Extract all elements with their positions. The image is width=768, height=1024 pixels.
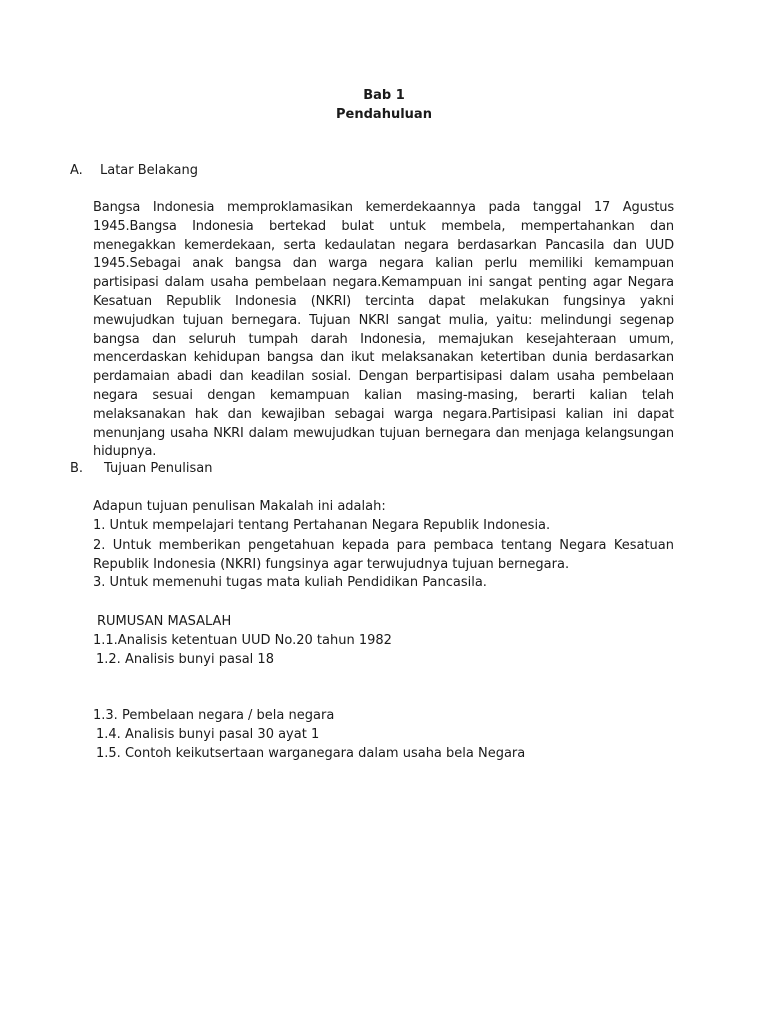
- section-a-title: Latar Belakang: [100, 163, 199, 178]
- rumusan-item-4: 1.4. Analisis bunyi pasal 30 ayat 1: [96, 727, 320, 742]
- section-b-title: Tujuan Penulisan: [104, 461, 213, 476]
- objective-item-1: 1. Untuk mempelajari tentang Pertahanan Negara Republik Indonesia.: [93, 518, 551, 533]
- chapter-number: Bab 1: [363, 88, 405, 103]
- section-a-heading: [70, 163, 198, 178]
- chapter-title: Pendahuluan: [336, 107, 432, 122]
- rumusan-item-1: 1.1.Analisis ketentuan UUD No.20 tahun 1982: [93, 633, 392, 648]
- rumusan-heading: RUMUSAN MASALAH: [97, 614, 232, 629]
- objective-item-2: 2. Untuk memberikan pengetahuan kepada para pembaca tentang Negara Kesatuan Republik Indonesia (NKRI) fungsinya agar terwujudnya tujuan bernegara.: [93, 538, 674, 572]
- section-b-intro: Adapun tujuan penulisan Makalah ini adalah:: [93, 499, 386, 514]
- rumusan-item-2: 1.2. Analisis bunyi pasal 18: [96, 652, 274, 667]
- section-a-letter: A.: [70, 163, 83, 178]
- objective-item-3: 3. Untuk memenuhi tugas mata kuliah Pendidikan Pancasila.: [93, 575, 487, 590]
- rumusan-item-3: 1.3. Pembelaan negara / bela negara: [93, 708, 335, 723]
- rumusan-item-5: 1.5. Contoh keikutsertaan warganegara dalam usaha bela Negara: [96, 746, 526, 761]
- section-a-paragraph: Bangsa Indonesia memproklamasikan kemerdekaannya pada tanggal 17 Agustus 1945.Bangsa Indonesia bertekad bulat untuk membela, mempertahankan dan menegakkan kemerdekaan, serta kedaulatan negara berdasarkan Pancasila dan UUD 1945.Sebagai anak bangsa dan warga negara kalian perlu memiliki kemampuan partisipasi dalam usaha pembelaan negara.Kemampuan ini sangat penting agar Negara Kesatuan Republik Indonesia (NKRI) tercinta dapat melakukan fungsinya yakni mewujudkan tujuan bernegara. Tujuan NKRI sangat mulia, yaitu: melindungi segenap bangsa dan seluruh tumpah darah Indonesia, memajukan kesejahteraan umum, mencerdaskan kehidupan bangsa dan ikut melaksanakan ketertiban dunia berdasarkan perdamaian abadi dan keadilan sosial. Dengan berpartisipasi dalam usaha pembelaan negara sesuai dengan kemampuan kalian masing-masing, berarti kalian telah melaksanakan hak dan kewajiban sebagai warga negara.Partisipasi kalian ini dapat menunjang usaha NKRI dalam mewujudkan tujuan bernegara dan menjaga kelangsungan hidupnya.: [93, 200, 674, 460]
- section-b-heading: [70, 461, 212, 476]
- section-b-letter: B.: [70, 461, 84, 476]
